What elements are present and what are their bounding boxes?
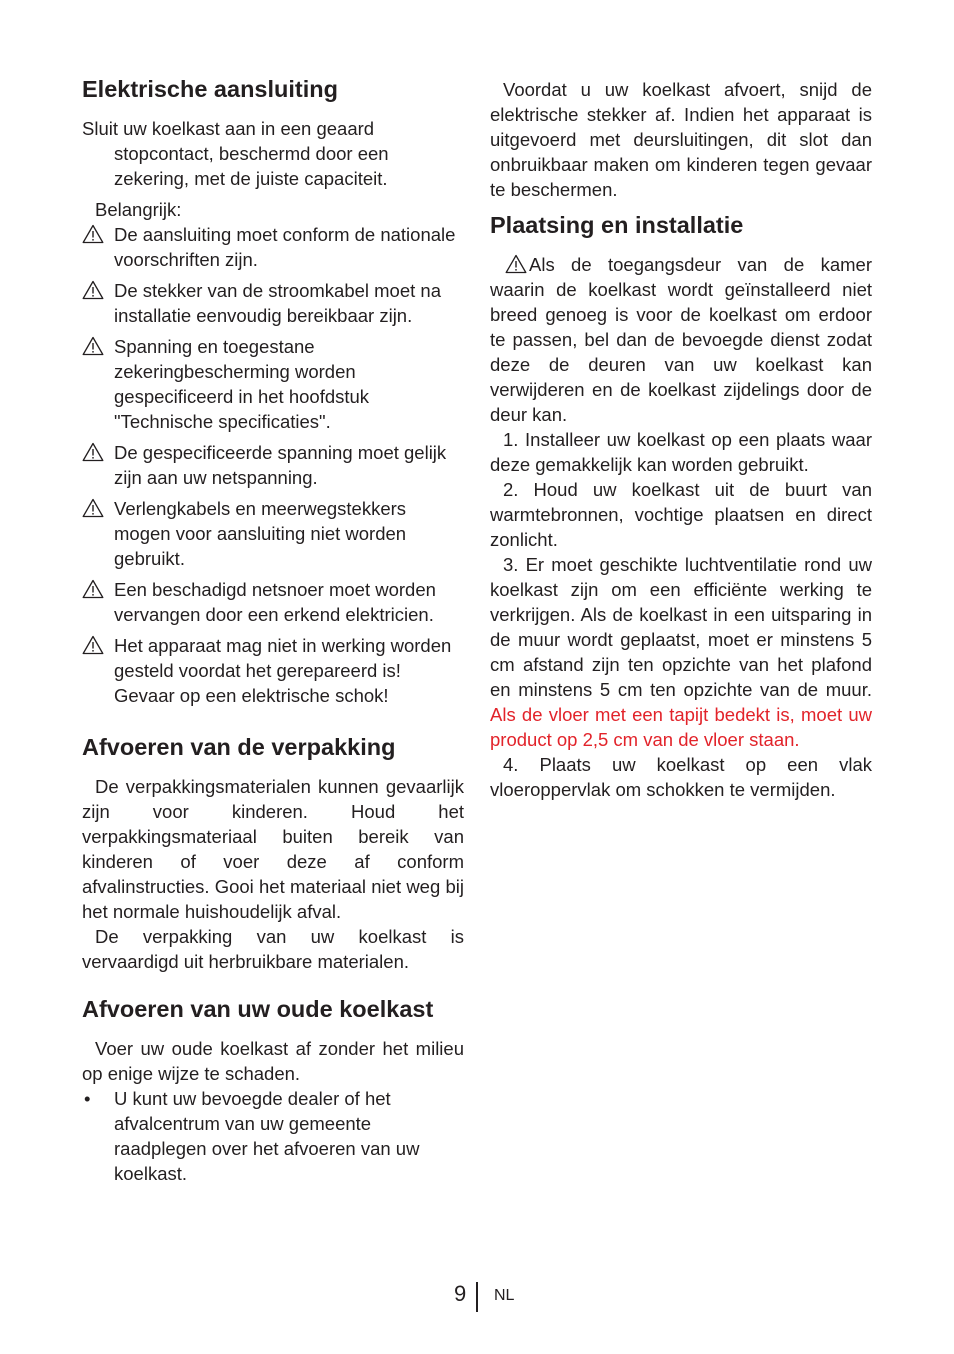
language-code: NL bbox=[494, 1287, 515, 1304]
warning-item bbox=[82, 222, 464, 272]
warning-text: Een beschadigd netsnoer moet worden vervangen door een erkend elektricien. bbox=[114, 579, 436, 625]
packaging-paragraph-1: De verpakkingsmaterialen kunnen gevaarlijk zijn voor kinderen. Houd het verpakkingsmateriaal buiten bereik van kinderen of voer deze af conform afvalinstructies. Gooi het materiaal niet weg bij het normale huishoudelijk afval. bbox=[82, 776, 464, 922]
disposal-paragraph: Voordat u uw koelkast afvoert, snijd de elektrische stekker af. Indien het apparaat is uitgevoerd met deursluitingen, dit slot dan onbruikbaar maken om kinderen tegen gevaar te beschermen. bbox=[490, 79, 872, 200]
heading-old-fridge-disposal: Afvoeren van uw oude koelkast bbox=[82, 996, 434, 1022]
warning-item bbox=[82, 440, 464, 490]
step-4: 4. Plaats uw koelkast op een vlak vloeroppervlak om schokken te vermijden. bbox=[490, 754, 872, 800]
warning-triangle-icon bbox=[82, 635, 104, 655]
warning-triangle-icon bbox=[82, 579, 104, 599]
important-label: Belangrijk: bbox=[95, 199, 182, 220]
step-1: 1. Installeer uw koelkast op een plaats waar deze gemakkelijk kan worden gebruikt. bbox=[490, 429, 872, 475]
list-item bbox=[82, 1086, 464, 1186]
page-footer bbox=[454, 1280, 544, 1310]
warning-triangle-icon bbox=[82, 280, 104, 300]
placement-warning-paragraph bbox=[490, 252, 872, 427]
heading-placement-installation: Plaatsing en installatie bbox=[490, 212, 744, 238]
step-3-highlight: Als de vloer met een tapijt bedekt is, moet uw product op 2,5 cm van de vloer staan. bbox=[490, 704, 872, 750]
warning-triangle-icon bbox=[82, 224, 104, 244]
warning-triangle-icon bbox=[82, 498, 104, 518]
left-column bbox=[82, 74, 464, 1186]
footer-divider bbox=[476, 1282, 478, 1312]
bullet-icon: • bbox=[84, 1088, 91, 1109]
list-item-text: U kunt uw bevoegde dealer of het afvalcentrum van uw gemeente raadplegen over het afvoeren van uw koelkast. bbox=[114, 1088, 420, 1184]
step-2: 2. Houd uw koelkast uit de buurt van warmtebronnen, vochtige plaatsen en direct zonlicht. bbox=[490, 479, 872, 550]
warning-text: Spanning en toegestane zekeringbescherming worden gespecificeerd in het hoofdstuk "Technische specificaties". bbox=[114, 336, 370, 432]
warning-item bbox=[82, 633, 464, 708]
warning-triangle-icon bbox=[503, 254, 529, 274]
warning-text: De aansluiting moet conform de nationale voorschriften zijn. bbox=[114, 224, 456, 270]
warning-item bbox=[82, 334, 464, 434]
warning-text: Het apparaat mag niet in werking worden gesteld voordat het gerepareerd is! Gevaar op een elektrische schok! bbox=[114, 635, 452, 706]
warning-item bbox=[82, 577, 464, 627]
heading-electrical-connection: Elektrische aansluiting bbox=[82, 76, 338, 102]
warning-triangle-icon bbox=[82, 442, 104, 462]
warning-text: De gespecificeerde spanning moet gelijk zijn aan uw netspanning. bbox=[114, 442, 447, 488]
heading-packaging-disposal: Afvoeren van de verpakking bbox=[82, 734, 396, 760]
right-column bbox=[490, 77, 872, 802]
page-number: 9 bbox=[454, 1281, 467, 1306]
warning-item bbox=[82, 278, 464, 328]
electrical-intro: Sluit uw koelkast aan in een geaard stopcontact, beschermd door een zekering, met de juiste capaciteit. bbox=[82, 118, 389, 189]
warning-text: De stekker van de stroomkabel moet na installatie eenvoudig bereikbaar zijn. bbox=[114, 280, 441, 326]
old-fridge-paragraph: Voer uw oude koelkast af zonder het milieu op enige wijze te schaden. bbox=[82, 1038, 464, 1084]
warning-text: Verlengkabels en meerwegstekkers mogen voor aansluiting niet worden gebruikt. bbox=[114, 498, 407, 569]
warning-item bbox=[82, 496, 464, 571]
warning-triangle-icon bbox=[82, 336, 104, 356]
packaging-paragraph-2: De verpakking van uw koelkast is vervaardigd uit herbruikbare materialen. bbox=[82, 926, 464, 972]
step-3 bbox=[490, 552, 872, 752]
step-3-text: 3. Er moet geschikte luchtventilatie rond uw koelkast zijn om een efficiënte werking te verkrijgen. Als de koelkast in een uitsparing in de muur wordt geplaatst, moet er minstens 5 cm afstand zijn ten opzichte van het plafond en minstens 5 cm ten opzichte van de muur. bbox=[490, 554, 872, 700]
placement-warning-text: Als de toegangsdeur van de kamer waarin de koelkast wordt geïnstalleerd niet breed genoeg is voor de koelkast om erdoor te passen, bel dan de bevoegde dienst zodat deze de deuren van uw koelkast kan verwijderen en de koelkast zijdelings door de deur kan. bbox=[490, 254, 872, 425]
